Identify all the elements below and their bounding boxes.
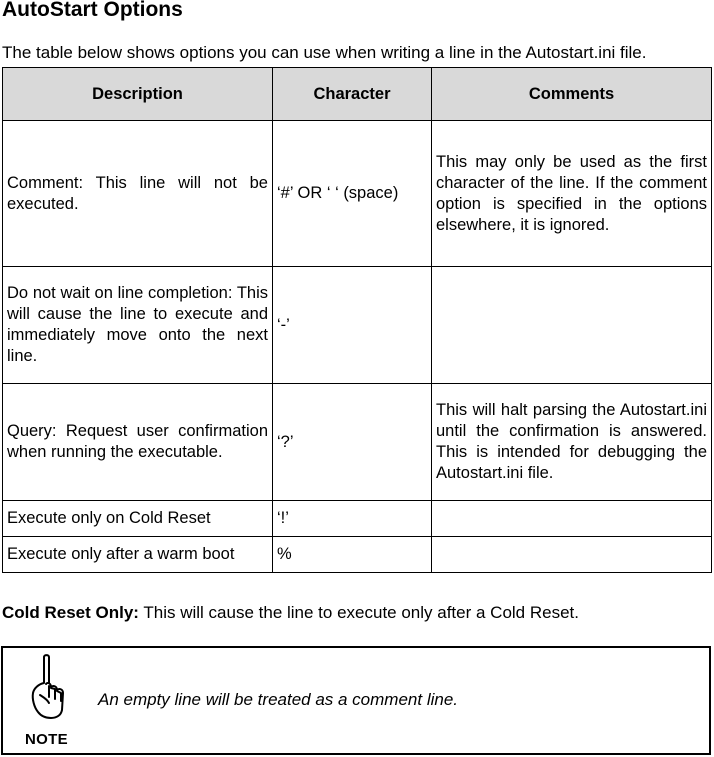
cell-comments: This may only be used as the first character of the line. If the comment option is specified in the options elsewhere, it is ignored. xyxy=(432,121,712,267)
cell-comments xyxy=(432,267,712,384)
table-row xyxy=(3,537,712,573)
page-title: AutoStart Options xyxy=(2,0,183,21)
header-comments: Comments xyxy=(432,68,712,121)
cell-description: Execute only on Cold Reset xyxy=(3,501,273,537)
table-row xyxy=(3,121,712,267)
cell-character: ‘-’ xyxy=(273,267,432,384)
cell-character: % xyxy=(273,537,432,573)
autostart-options-table xyxy=(2,67,712,573)
cell-comments: This will halt parsing the Autostart.ini until the confirmation is answered. This is intended for debugging the Autostart.ini file. xyxy=(432,384,712,501)
note-text: An empty line will be treated as a comment line. xyxy=(98,690,459,709)
cell-character: ‘!’ xyxy=(273,501,432,537)
note-label: NOTE xyxy=(25,731,68,748)
cell-description: Query: Request user confirmation when running the executable. xyxy=(3,384,273,501)
header-description: Description xyxy=(3,68,273,121)
header-character: Character xyxy=(273,68,432,121)
table-row xyxy=(3,384,712,501)
note-box xyxy=(1,646,711,755)
table-row xyxy=(3,267,712,384)
cold-reset-paragraph xyxy=(2,603,579,623)
table-header-row xyxy=(3,68,712,121)
cell-description: Execute only after a warm boot xyxy=(3,537,273,573)
cell-character: ‘?’ xyxy=(273,384,432,501)
cell-description: Do not wait on line completion: This will cause the line to execute and immediately move onto the next line. xyxy=(3,267,273,384)
pointing-hand-icon xyxy=(27,653,71,723)
cell-description: Comment: This line will not be executed. xyxy=(3,121,273,267)
cold-reset-text: This will cause the line to execute only after a Cold Reset. xyxy=(138,603,579,622)
cold-reset-label: Cold Reset Only: xyxy=(2,603,139,622)
cell-character: ‘#’ OR ‘ ‘ (space) xyxy=(273,121,432,267)
intro-paragraph: The table below shows options you can use when writing a line in the Autostart.ini file. xyxy=(2,43,647,62)
table-row xyxy=(3,501,712,537)
cell-comments xyxy=(432,501,712,537)
cell-comments xyxy=(432,537,712,573)
